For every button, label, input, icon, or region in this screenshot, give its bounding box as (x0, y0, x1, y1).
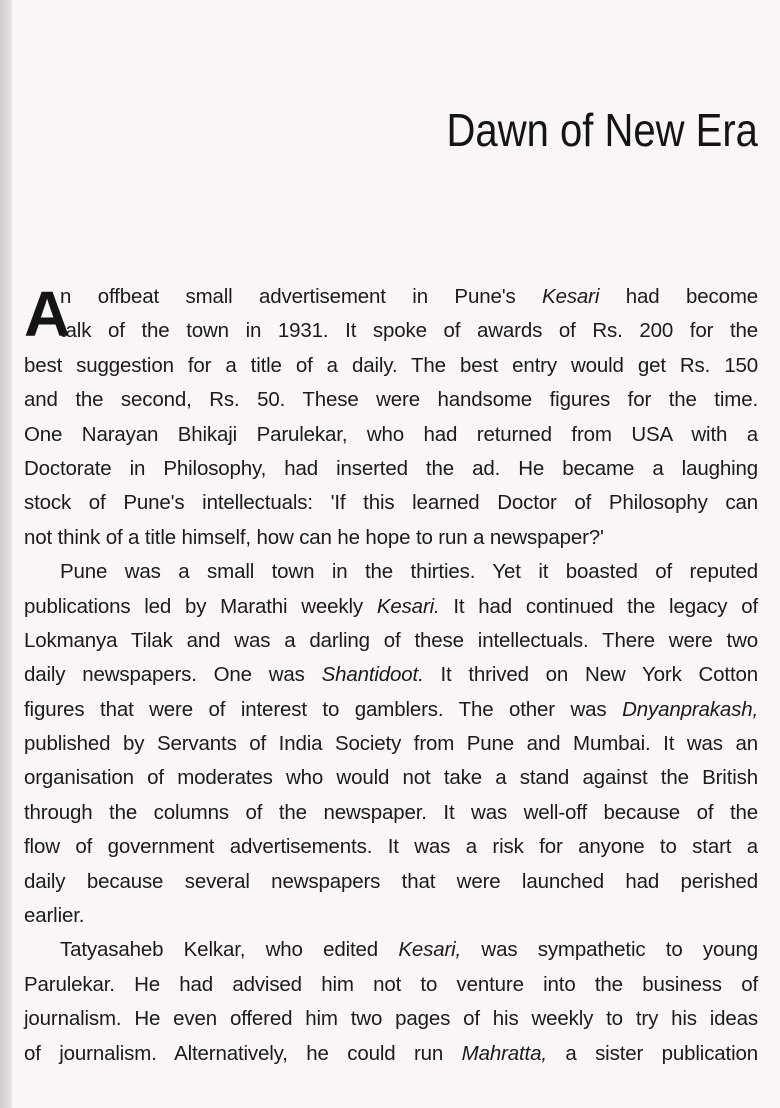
text-segment: talk of the town in 1931. It spoke of awards of Rs. 200 for the (60, 319, 758, 343)
text-segment: figures that were of interest to gamblers. The other was (24, 697, 623, 721)
text-segment: through the columns of the newspaper. It was well-off because of the (24, 800, 758, 824)
text-segment: organisation of moderates who would not take a stand against the British (24, 766, 758, 790)
text-line (24, 1002, 758, 1036)
text-line (24, 280, 758, 314)
text-segment: Lokmanya Tilak and was a darling of these intellectuals. There were two (24, 628, 758, 652)
text-segment: publications led by Marathi weekly (24, 594, 377, 618)
text-segment: flow of government advertisements. It was a risk for anyone to start a (24, 835, 758, 859)
text-segment: earlier. (24, 904, 85, 928)
text-line (24, 796, 758, 830)
text-segment: n offbeat small advertisement in Pune's (60, 285, 543, 308)
text-segment: best suggestion for a title of a daily. The best entry would get Rs. 150 (24, 353, 758, 377)
italic-title: Dnyanprakash, (622, 697, 758, 721)
text-line (24, 383, 758, 417)
text-segment: not think of a title himself, how can he hope to run a newspaper?' (24, 525, 604, 549)
text-line (24, 349, 758, 383)
text-line (24, 1037, 758, 1071)
paragraph (24, 555, 758, 933)
italic-title: Kesari, (398, 938, 462, 962)
page-gutter-shadow (0, 0, 12, 1108)
text-line (24, 761, 758, 795)
text-line (24, 865, 758, 899)
paragraph (24, 280, 758, 555)
text-line (24, 521, 758, 555)
text-segment: of journalism. Alternatively, he could run (24, 1041, 462, 1065)
text-segment: published by Servants of India Society from Pune and Mumbai. It was an (24, 732, 758, 756)
text-segment: Doctorate in Philosophy, had inserted the ad. He became a laughing (24, 456, 758, 480)
text-segment: One Narayan Bhikaji Parulekar, who had returned from USA with a (24, 422, 758, 446)
text-segment: and the second, Rs. 50. These were handsome figures for the time. (24, 388, 758, 412)
paragraph (24, 933, 758, 1071)
text-segment: Tatyasaheb Kelkar, who edited (60, 938, 399, 962)
italic-title: Kesari (542, 285, 600, 308)
text-segment: It had continued the legacy of (439, 594, 758, 618)
text-segment: It thrived on New York Cotton (423, 663, 758, 687)
text-line (24, 555, 758, 589)
text-line (24, 590, 758, 624)
text-segment: was sympathetic to young (461, 938, 758, 962)
text-line (24, 968, 758, 1002)
text-line (24, 418, 758, 452)
text-segment: journalism. He even offered him two pages of his weekly to try his ideas (24, 1007, 758, 1031)
body-text (24, 280, 758, 1071)
text-line (24, 693, 758, 727)
text-line (24, 314, 758, 348)
italic-title: Mahratta, (461, 1041, 547, 1065)
text-line (24, 933, 758, 967)
drop-cap: A (24, 278, 71, 350)
text-line (24, 830, 758, 864)
text-segment: daily newspapers. One was (24, 663, 322, 687)
text-line (24, 624, 758, 658)
text-line (24, 899, 758, 933)
text-line (24, 452, 758, 486)
text-segment: had become (599, 285, 758, 308)
text-line (24, 486, 758, 520)
text-segment: stock of Pune's intellectuals: 'If this learned Doctor of Philosophy can (24, 491, 758, 515)
text-segment: a sister publication (546, 1041, 758, 1065)
italic-title: Shantidoot. (321, 663, 424, 687)
text-line (24, 658, 758, 692)
text-segment: Pune was a small town in the thirties. Yet it boasted of reputed (60, 560, 758, 584)
text-line (24, 727, 758, 761)
italic-title: Kesari. (376, 594, 440, 618)
chapter-title: Dawn of New Era (446, 104, 758, 156)
text-segment: Parulekar. He had advised him not to venture into the business of (24, 972, 758, 996)
text-segment: daily because several newspapers that were launched had perished (24, 869, 758, 893)
